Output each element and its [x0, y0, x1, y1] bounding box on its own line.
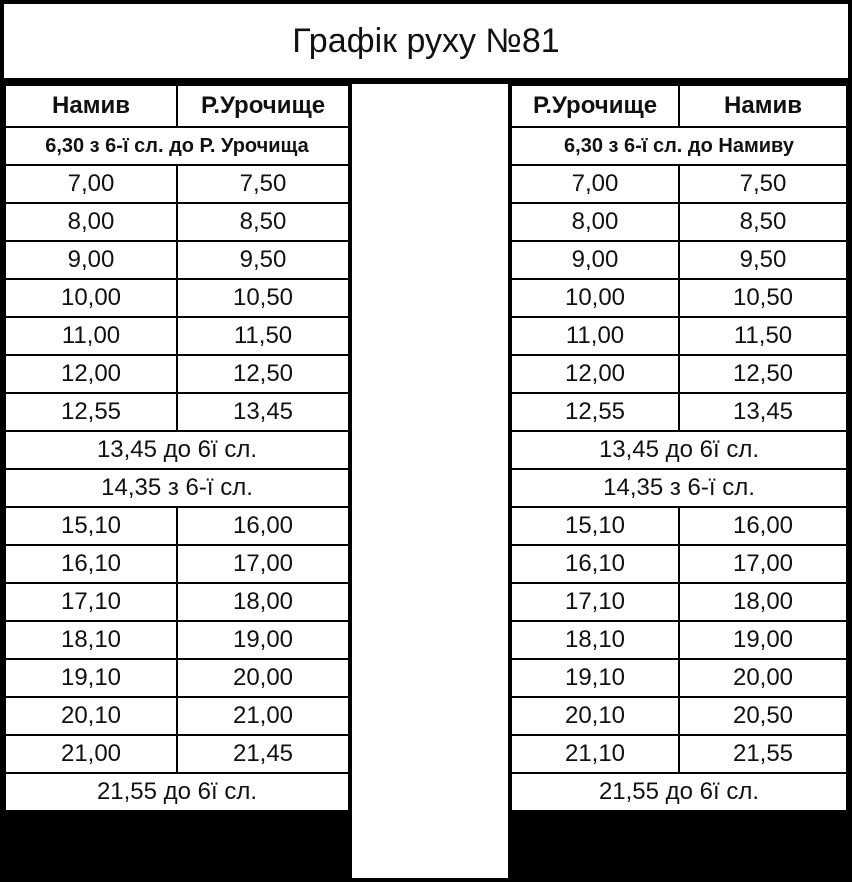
time-cell: 10,00 — [5, 279, 177, 317]
note-row — [511, 431, 847, 469]
time-cell: 10,50 — [177, 279, 349, 317]
table-row — [5, 697, 349, 735]
time-cell: 16,00 — [679, 507, 847, 545]
schedule-note: 13,45 до 6ї сл. — [5, 431, 349, 469]
time-cell: 21,10 — [511, 735, 679, 773]
column-header: Намив — [5, 85, 177, 127]
column-header: Р.Урочище — [177, 85, 349, 127]
time-cell: 12,50 — [679, 355, 847, 393]
column-header: Р.Урочище — [511, 85, 679, 127]
note-row — [5, 127, 349, 165]
time-cell: 12,50 — [177, 355, 349, 393]
time-cell: 17,00 — [679, 545, 847, 583]
time-cell: 18,00 — [679, 583, 847, 621]
time-cell: 11,50 — [177, 317, 349, 355]
table-row — [511, 545, 847, 583]
time-cell: 20,00 — [177, 659, 349, 697]
time-cell: 15,10 — [511, 507, 679, 545]
table-row — [5, 165, 349, 203]
table-row — [5, 393, 349, 431]
time-cell: 20,10 — [5, 697, 177, 735]
time-cell: 18,10 — [5, 621, 177, 659]
time-cell: 19,00 — [177, 621, 349, 659]
time-cell: 13,45 — [177, 393, 349, 431]
schedule-note: 14,35 з 6-ї сл. — [511, 469, 847, 507]
note-row — [5, 469, 349, 507]
header-row — [5, 85, 349, 127]
table-row — [5, 621, 349, 659]
table-row — [5, 355, 349, 393]
table-row — [511, 697, 847, 735]
time-cell: 19,10 — [5, 659, 177, 697]
time-cell: 17,00 — [177, 545, 349, 583]
time-cell: 7,50 — [679, 165, 847, 203]
table-row — [5, 583, 349, 621]
header-row — [511, 85, 847, 127]
schedule-note: 6,30 з 6-ї сл. до Р. Урочища — [5, 127, 349, 165]
note-row — [5, 773, 349, 811]
time-cell: 8,50 — [679, 203, 847, 241]
time-cell: 12,55 — [511, 393, 679, 431]
time-cell: 11,00 — [511, 317, 679, 355]
table-row — [5, 203, 349, 241]
note-row — [511, 127, 847, 165]
table-row — [511, 507, 847, 545]
time-cell: 9,00 — [5, 241, 177, 279]
time-cell: 11,50 — [679, 317, 847, 355]
time-cell: 20,10 — [511, 697, 679, 735]
time-cell: 17,10 — [5, 583, 177, 621]
table-row — [511, 241, 847, 279]
table-row — [511, 203, 847, 241]
time-cell: 18,00 — [177, 583, 349, 621]
time-cell: 15,10 — [5, 507, 177, 545]
table-row — [5, 317, 349, 355]
time-cell: 16,00 — [177, 507, 349, 545]
time-cell: 8,50 — [177, 203, 349, 241]
table-row — [511, 621, 847, 659]
time-cell: 12,00 — [511, 355, 679, 393]
note-row — [5, 431, 349, 469]
time-cell: 9,50 — [177, 241, 349, 279]
table-row — [5, 507, 349, 545]
time-cell: 21,55 — [679, 735, 847, 773]
time-cell: 8,00 — [5, 203, 177, 241]
schedule-note: 13,45 до 6ї сл. — [511, 431, 847, 469]
time-cell: 7,50 — [177, 165, 349, 203]
time-cell: 16,10 — [5, 545, 177, 583]
time-cell: 7,00 — [5, 165, 177, 203]
table-row — [5, 735, 349, 773]
table-row — [511, 355, 847, 393]
schedule-note: 21,55 до 6ї сл. — [511, 773, 847, 811]
time-cell: 21,00 — [177, 697, 349, 735]
schedule-note: 21,55 до 6ї сл. — [5, 773, 349, 811]
table-row — [5, 279, 349, 317]
time-cell: 20,50 — [679, 697, 847, 735]
note-row — [511, 469, 847, 507]
column-gap — [350, 84, 510, 878]
time-cell: 10,00 — [511, 279, 679, 317]
table-row — [511, 583, 847, 621]
time-cell: 21,00 — [5, 735, 177, 773]
schedule-table-right — [510, 84, 848, 812]
table-row — [511, 659, 847, 697]
table-row — [511, 165, 847, 203]
time-cell: 17,10 — [511, 583, 679, 621]
table-row — [511, 317, 847, 355]
note-row — [511, 773, 847, 811]
time-cell: 11,00 — [5, 317, 177, 355]
time-cell: 18,10 — [511, 621, 679, 659]
table-row — [511, 735, 847, 773]
table-row — [5, 545, 349, 583]
table-row — [511, 279, 847, 317]
time-cell: 19,10 — [511, 659, 679, 697]
column-header: Намив — [679, 85, 847, 127]
time-cell: 20,00 — [679, 659, 847, 697]
time-cell: 8,00 — [511, 203, 679, 241]
time-cell: 7,00 — [511, 165, 679, 203]
time-cell: 9,50 — [679, 241, 847, 279]
page-title: Графік руху №81 — [4, 4, 848, 78]
time-cell: 21,45 — [177, 735, 349, 773]
table-row — [5, 241, 349, 279]
time-cell: 19,00 — [679, 621, 847, 659]
time-cell: 12,55 — [5, 393, 177, 431]
time-cell: 9,00 — [511, 241, 679, 279]
table-row — [5, 659, 349, 697]
time-cell: 16,10 — [511, 545, 679, 583]
time-cell: 12,00 — [5, 355, 177, 393]
time-cell: 10,50 — [679, 279, 847, 317]
schedule-table-left — [4, 84, 350, 812]
schedule-note: 14,35 з 6-ї сл. — [5, 469, 349, 507]
table-row — [511, 393, 847, 431]
schedule-note: 6,30 з 6-ї сл. до Намиву — [511, 127, 847, 165]
time-cell: 13,45 — [679, 393, 847, 431]
